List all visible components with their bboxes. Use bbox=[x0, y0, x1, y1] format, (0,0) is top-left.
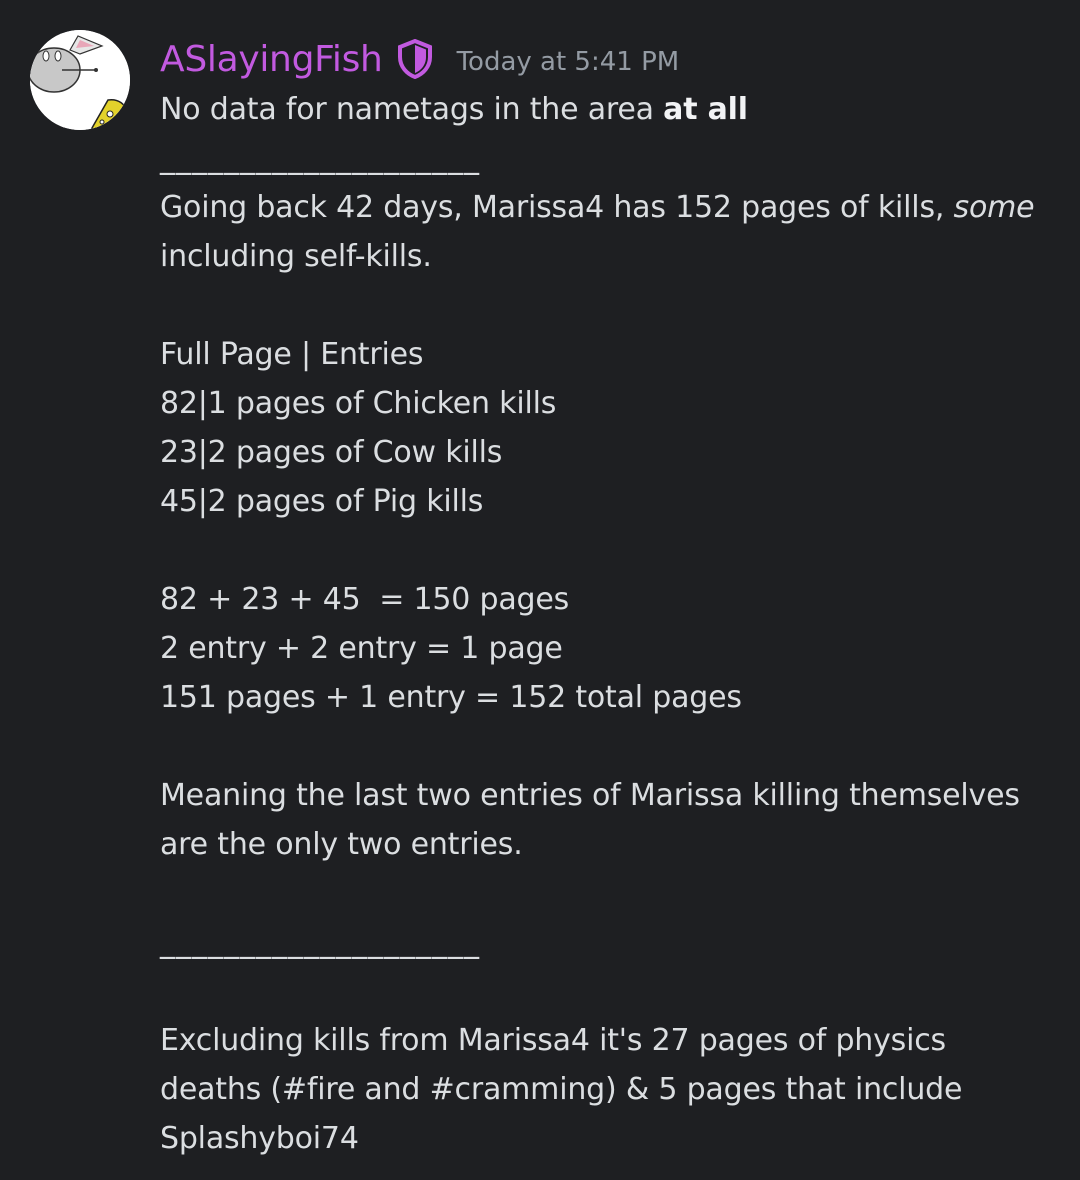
content-text: Going back 42 days, Marissa4 has 152 pages of kills, bbox=[160, 190, 954, 225]
message-header bbox=[160, 34, 679, 84]
italic-text: some bbox=[953, 190, 1035, 225]
content-text: No data for nametags in the area bbox=[160, 92, 664, 127]
content-line bbox=[160, 183, 1050, 232]
blank-line bbox=[160, 869, 1050, 918]
author-username[interactable]: ASlayingFish bbox=[160, 38, 383, 80]
blank-line bbox=[160, 526, 1050, 575]
blank-line bbox=[160, 722, 1050, 771]
math-line: 2 entry + 2 entry = 1 page bbox=[160, 631, 563, 666]
content-line: are the only two entries. bbox=[160, 827, 523, 862]
content-line bbox=[160, 85, 1050, 134]
table-row-line: 23|2 pages of Cow kills bbox=[160, 435, 503, 470]
text-divider: ____________________ bbox=[160, 141, 480, 176]
shield-icon[interactable] bbox=[397, 39, 433, 79]
content-line: deaths (#fire and #cramming) & 5 pages that include bbox=[160, 1072, 963, 1107]
blank-line bbox=[160, 967, 1050, 1016]
content-line: including self-kills. bbox=[160, 239, 432, 274]
blank-line bbox=[160, 281, 1050, 330]
content-line: Excluding kills from Marissa4 it's 27 pages of physics bbox=[160, 1023, 946, 1058]
content-line: Splashyboi74 bbox=[160, 1121, 359, 1156]
table-header-line: Full Page | Entries bbox=[160, 337, 424, 372]
user-avatar[interactable] bbox=[30, 30, 130, 130]
table-row-line: 45|2 pages of Pig kills bbox=[160, 484, 484, 519]
bold-text: at all bbox=[663, 92, 748, 127]
mouse-with-cheese-avatar-icon bbox=[30, 30, 130, 130]
content-line: Meaning the last two entries of Marissa killing themselves bbox=[160, 778, 1020, 813]
text-divider: ____________________ bbox=[160, 925, 480, 960]
math-line: 151 pages + 1 entry = 152 total pages bbox=[160, 680, 742, 715]
table-row-line: 82|1 pages of Chicken kills bbox=[160, 386, 557, 421]
message-timestamp[interactable]: Today at 5:41 PM bbox=[456, 47, 680, 77]
message-content bbox=[160, 85, 1050, 1163]
math-line: 82 + 23 + 45 = 150 pages bbox=[160, 582, 570, 617]
